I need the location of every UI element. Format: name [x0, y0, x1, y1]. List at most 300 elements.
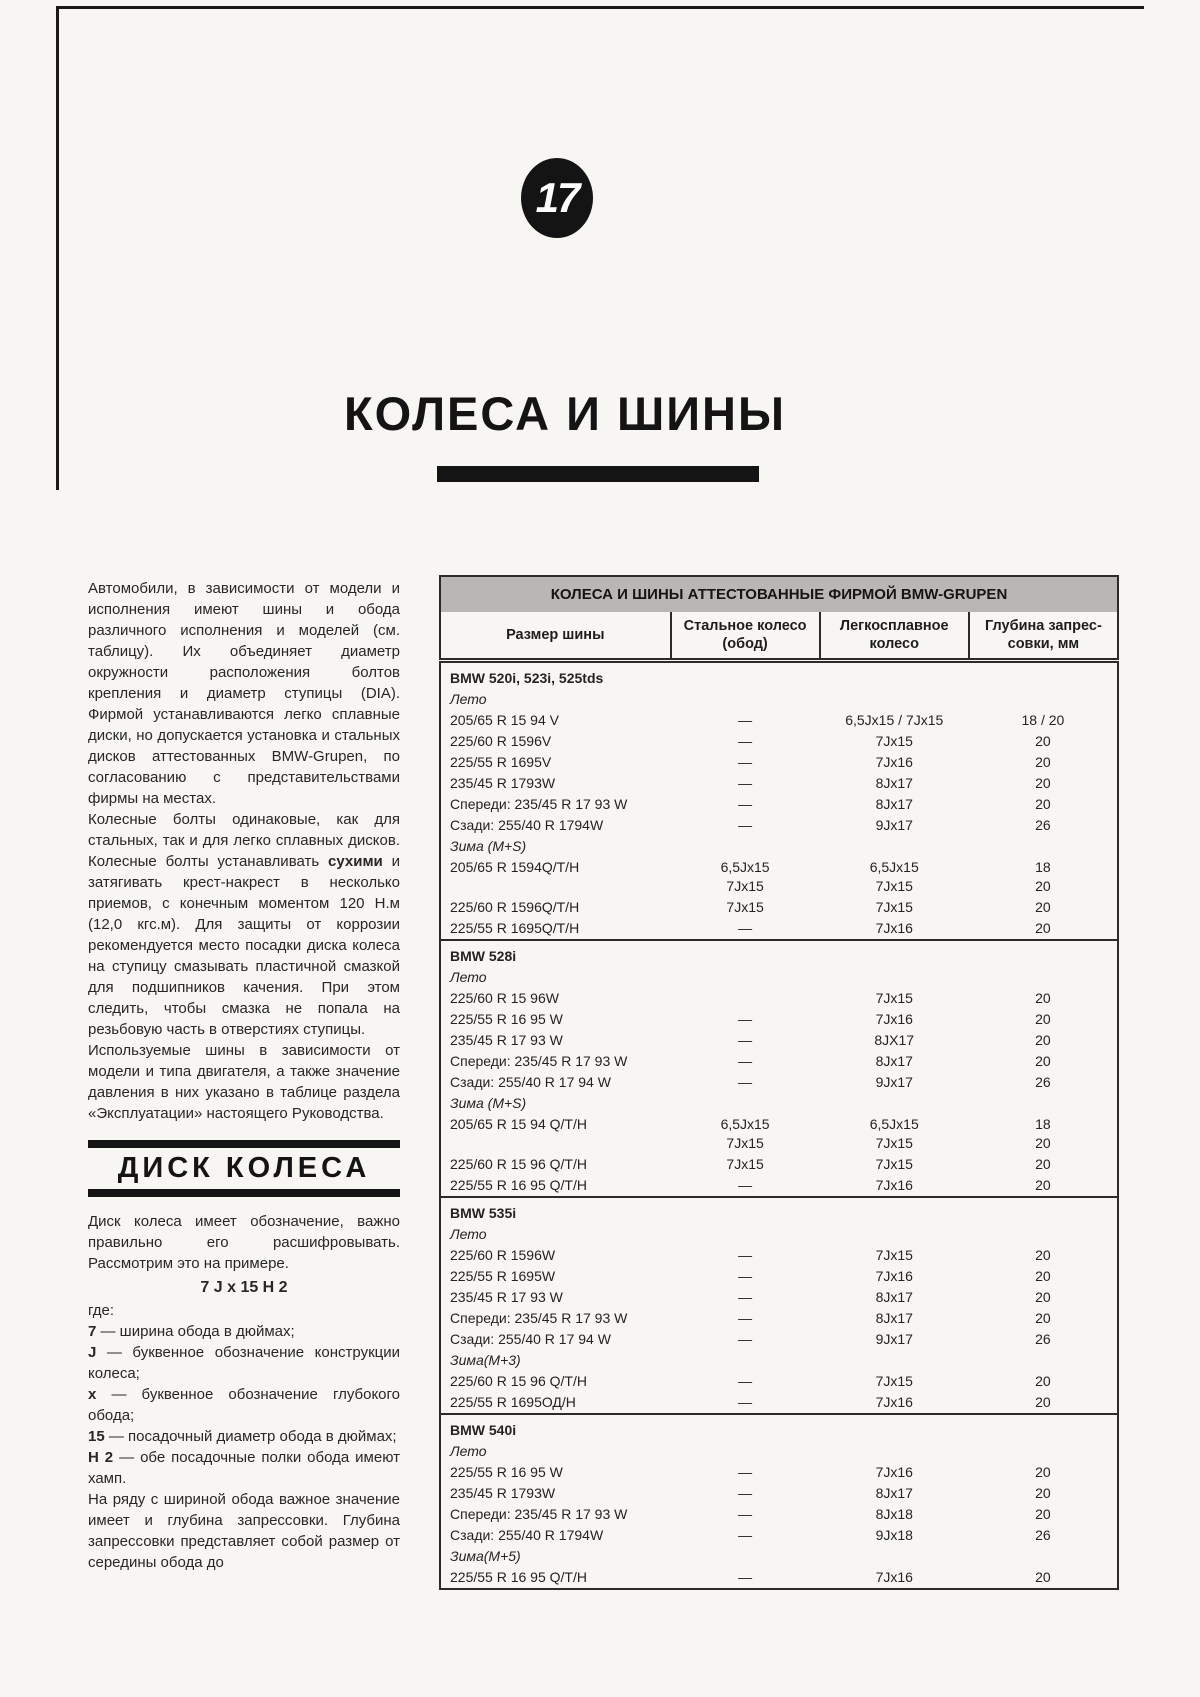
table-cell: [969, 836, 1118, 857]
title-underline-bar: [437, 466, 759, 482]
table-cell: [440, 1350, 671, 1371]
bold-word-dry: сухими: [328, 853, 383, 870]
table-cell: [671, 689, 820, 710]
definition-item: [88, 1342, 400, 1384]
table-cell-line: 20: [1035, 1310, 1051, 1327]
table-row-model: [440, 661, 1118, 690]
table-cell: [969, 661, 1118, 690]
where-label: где:: [88, 1302, 115, 1319]
table-head: [440, 576, 1118, 661]
paragraph-wheel-bolts-pre: Колесные болты одинаковые, как для стальных, так и для легко сплавных дисков. Колесные болты устанавливать: [88, 811, 400, 870]
paragraph-wheel-bolts-post: и затягивать крест-накрест в несколько приемов, с конечным моментом 120 Н.м (12,0 кгс.м). Для защиты от коррозии рекомендуется место посадки диска колеса на ступицу смазывать пластичной смазкой для подшипников качения. При этом следить, чтобы смазка не попала на резьбовую часть в отверстиях ступицы.: [88, 853, 400, 1038]
table-cell-line: 8Jx17: [875, 775, 913, 792]
table-cell-line: 8Jx17: [875, 1053, 913, 1070]
disk-section-heading: ДИСК КОЛЕСА: [117, 1152, 371, 1184]
definition-term: х: [88, 1386, 112, 1403]
table-cell-line: 20: [1035, 1053, 1051, 1070]
table-cell: [440, 1009, 671, 1030]
table-row-season: [440, 689, 1118, 710]
page-frame-top-line: [56, 6, 1144, 9]
body-text-column: [88, 578, 400, 1573]
table-cell: [671, 1414, 820, 1441]
table-cell-line: 205/65 R 15 94 V: [450, 712, 559, 729]
table-body: [440, 661, 1118, 1590]
table-cell-line: 225/55 R 16 95 Q/T/H: [450, 1569, 587, 1586]
table-cell: [671, 1483, 820, 1504]
table-cell: [671, 940, 820, 967]
table-cell: [671, 1392, 820, 1414]
table-cell: [671, 1308, 820, 1329]
table-cell: [440, 1329, 671, 1350]
definition-text: — ширина обода в дюймах;: [100, 1323, 295, 1340]
table-cell: [671, 1504, 820, 1525]
wheel-tire-table: [439, 575, 1119, 1590]
table-column-header-line: совки, мм: [1007, 636, 1080, 653]
table-cell: [969, 1051, 1118, 1072]
table-cell-line: 20: [1035, 990, 1051, 1007]
table-cell-line: 225/60 R 15 96 Q/T/H: [450, 1156, 587, 1173]
table-cell: [440, 1308, 671, 1329]
definition-text: — буквенное обозначение глубокого обода;: [88, 1386, 400, 1424]
table-cell: [671, 836, 820, 857]
table-cell: [671, 1072, 820, 1093]
table-cell: [440, 710, 671, 731]
paragraph-tire-usage: Используемые шины в зависимости от модели и типа двигателя, а также значение давления в них указано в таблице раздела «Эксплуатации» настоящего Руководства.: [88, 1042, 400, 1122]
table-cell: [671, 1009, 820, 1030]
table-column-header-line: Легкосплавное: [839, 618, 949, 634]
table-cell: [969, 1329, 1118, 1350]
table-cell: [820, 1114, 969, 1154]
table-cell: [969, 731, 1118, 752]
table-column-header-line: Стальное колесо: [683, 618, 807, 634]
table-cell: [440, 857, 671, 897]
table-cell-line: 225/60 R 15 96 Q/T/H: [450, 1373, 587, 1390]
table-row-data: [440, 1154, 1118, 1175]
table-cell: [820, 940, 969, 967]
table-cell: [820, 1483, 969, 1504]
table-cell: [969, 1441, 1118, 1462]
table-cell-line: 235/45 R 17 93 W: [450, 1289, 563, 1306]
disk-outro-paragraph: На ряду с шириной обода важное значение имеет и глубина запрессовки. Глубина запрессовки представляет собой размер от середины обода до: [88, 1491, 400, 1571]
table-cell: [969, 1093, 1118, 1114]
table-cell: [820, 1009, 969, 1030]
table-cell-line: 7Jx15: [726, 1135, 764, 1152]
table-cell-line: 9Jx18: [875, 1527, 913, 1544]
table-cell-line: 225/55 R 1695ОД/Н: [450, 1394, 576, 1411]
table-cell-line: —: [738, 775, 753, 792]
table-cell: [969, 1287, 1118, 1308]
table-cell-line: Лето: [450, 1226, 487, 1243]
table-cell: [969, 1154, 1118, 1175]
table-row-data: [440, 1483, 1118, 1504]
table-cell-line: —: [738, 1247, 753, 1264]
table-cell-line: Спереди: 235/45 R 17 93 W: [450, 1506, 628, 1523]
table-cell-line: 8JX17: [874, 1032, 915, 1049]
table-cell: [969, 752, 1118, 773]
table-cell: [820, 1371, 969, 1392]
table-cell-line: —: [738, 1464, 753, 1481]
table-cell: [969, 1308, 1118, 1329]
table-cell-line: 6,5Jx15 / 7Jx15: [845, 712, 944, 729]
table-cell-line: —: [738, 1310, 753, 1327]
table-cell: [820, 815, 969, 836]
table-cell-line: 7Jx15: [875, 899, 913, 916]
table-cell-line: Зима (M+S): [450, 1095, 527, 1112]
table-cell: [969, 1072, 1118, 1093]
table-cell: [440, 1483, 671, 1504]
table-column-header-line: Глубина запрес-: [985, 618, 1102, 634]
table-cell: [969, 1009, 1118, 1030]
table-cell-line: 20: [1035, 1135, 1051, 1152]
table-cell: [671, 897, 820, 918]
definition-list: [88, 1321, 400, 1489]
table-cell: [820, 967, 969, 988]
table-cell: [969, 967, 1118, 988]
table-cell: [820, 661, 969, 690]
table-cell: [671, 1224, 820, 1245]
table-row-data: [440, 1072, 1118, 1093]
table-row-data: [440, 1392, 1118, 1414]
table-cell: [820, 1197, 969, 1224]
table-row-data: [440, 1329, 1118, 1350]
table-cell: [440, 689, 671, 710]
table-row-data: [440, 988, 1118, 1009]
table-cell-line: 7Jx16: [875, 1394, 913, 1411]
table-row-season: [440, 1224, 1118, 1245]
table-cell-line: —: [738, 1074, 753, 1091]
table-row-data: [440, 1175, 1118, 1197]
table-cell-line: —: [738, 1569, 753, 1586]
table-cell-line: Зима(M+5): [450, 1548, 521, 1565]
table-cell: [820, 710, 969, 731]
table-cell-line: —: [738, 1331, 753, 1348]
table-cell-line: 18: [1035, 859, 1051, 876]
table-cell: [820, 1224, 969, 1245]
definition-term: 7: [88, 1323, 101, 1340]
table-cell: [969, 1525, 1118, 1546]
table-cell: [671, 1462, 820, 1483]
table-title: КОЛЕСА И ШИНЫ АТТЕСТОВАННЫЕ ФИРМОЙ BMW-GRUPEN: [440, 576, 1118, 612]
table-cell: [820, 1154, 969, 1175]
table-cell-line: 7Jx16: [875, 1268, 913, 1285]
table-row-data: [440, 1287, 1118, 1308]
definition-term: Н 2: [88, 1449, 120, 1466]
table-row-data: [440, 857, 1118, 897]
table-cell-line: 20: [1035, 1506, 1051, 1523]
table-row-model: [440, 1414, 1118, 1441]
table-cell: [440, 661, 671, 690]
table-cell-line: 7Jx15: [726, 1156, 764, 1173]
table-cell-line: 8Jx17: [875, 1289, 913, 1306]
table-cell: [969, 1392, 1118, 1414]
table-cell: [671, 1350, 820, 1371]
chapter-number-badge: [521, 158, 593, 238]
table-cell: [440, 731, 671, 752]
table-cell: [440, 1546, 671, 1567]
table-cell-line: 26: [1035, 817, 1051, 834]
table-cell-line: 8Jx17: [875, 796, 913, 813]
table-cell-line: 7Jx16: [875, 1569, 913, 1586]
definition-item: [88, 1426, 400, 1447]
table-cell-line: Спереди: 235/45 R 17 93 W: [450, 1053, 628, 1070]
table-row-season: [440, 1350, 1118, 1371]
table-cell: [969, 1266, 1118, 1287]
table-cell: [440, 897, 671, 918]
table-cell-line: Сзади: 255/40 R 1794W: [450, 817, 604, 834]
table-cell-line: 7Jx15: [726, 878, 764, 895]
table-column-header-line: (обод): [722, 636, 768, 653]
table-column-header: [969, 612, 1118, 661]
table-cell: [671, 1114, 820, 1154]
table-cell: [820, 1546, 969, 1567]
definition-term: J: [88, 1344, 107, 1361]
table-cell-line: 20: [1035, 878, 1051, 895]
table-cell: [969, 1175, 1118, 1197]
chapter-number: 17: [535, 174, 579, 221]
table-cell: [671, 1525, 820, 1546]
table-cell-line: 18: [1035, 1116, 1051, 1133]
table-cell-line: 26: [1035, 1074, 1051, 1091]
table-row-data: [440, 773, 1118, 794]
table-cell: [440, 1266, 671, 1287]
table-cell: [440, 1567, 671, 1589]
table-row-data: [440, 1030, 1118, 1051]
table-cell-line: 20: [1035, 1485, 1051, 1502]
table-cell: [440, 1392, 671, 1414]
table-cell-line: —: [738, 754, 753, 771]
table-cell-line: 225/60 R 1596V: [450, 733, 552, 750]
table-cell-line: 225/60 R 15 96W: [450, 990, 559, 1007]
table-cell-line: Сзади: 255/40 R 17 94 W: [450, 1074, 611, 1091]
table-cell: [671, 1154, 820, 1175]
table-cell-line: —: [738, 817, 753, 834]
table-cell: [671, 1093, 820, 1114]
table-cell: [440, 1154, 671, 1175]
table-cell: [671, 1567, 820, 1589]
table-cell-line: 9Jx17: [875, 1331, 913, 1348]
table-cell: [969, 1567, 1118, 1589]
table-cell: [671, 857, 820, 897]
table-cell-line: —: [738, 1011, 753, 1028]
table-cell-line: —: [738, 1032, 753, 1049]
table-cell: [440, 1093, 671, 1114]
table-column-header: [820, 612, 969, 661]
table-cell-line: 20: [1035, 1289, 1051, 1306]
table-cell: [440, 1030, 671, 1051]
table-cell: [671, 661, 820, 690]
table-column-header-line: Размер шины: [506, 627, 605, 644]
definition-text: — буквенное обозначение конструкции колеса;: [88, 1344, 400, 1382]
table-cell-line: —: [738, 1268, 753, 1285]
table-cell-line: 8Jx17: [875, 1310, 913, 1327]
table-row-data: [440, 752, 1118, 773]
table-row-data: [440, 1308, 1118, 1329]
table-cell: [969, 1546, 1118, 1567]
table-cell: [671, 794, 820, 815]
table-row-data: [440, 815, 1118, 836]
table-row-data: [440, 1114, 1118, 1154]
table-cell-line: Лето: [450, 1443, 487, 1460]
table-cell-line: Спереди: 235/45 R 17 93 W: [450, 1310, 628, 1327]
table-cell: [440, 1287, 671, 1308]
table-cell-line: Лето: [450, 691, 487, 708]
table-cell: [969, 1350, 1118, 1371]
table-cell: [440, 1504, 671, 1525]
table-cell-line: 26: [1035, 1527, 1051, 1544]
table-row-data: [440, 1245, 1118, 1266]
table-cell: [440, 1245, 671, 1266]
table-row-season: [440, 1546, 1118, 1567]
table-cell-line: 7Jx16: [875, 754, 913, 771]
table-cell-line: 235/45 R 17 93 W: [450, 1032, 563, 1049]
table-cell: [671, 1030, 820, 1051]
table-cell-line: 7Jx16: [875, 1464, 913, 1481]
table-cell-line: 20: [1035, 1268, 1051, 1285]
table-row-data: [440, 918, 1118, 940]
table-cell: [671, 988, 820, 1009]
table-cell: [820, 1567, 969, 1589]
table-cell-line: 7Jx15: [875, 1135, 913, 1152]
table-cell: [820, 1350, 969, 1371]
table-row-data: [440, 1266, 1118, 1287]
table-cell: [671, 1329, 820, 1350]
table-cell: [671, 1051, 820, 1072]
table-column-header-line: колесо: [869, 636, 919, 653]
table-cell: [440, 1224, 671, 1245]
table-cell-line: BMW 540i: [450, 1422, 517, 1439]
table-cell: [671, 1245, 820, 1266]
table-cell-line: —: [738, 1373, 753, 1390]
table-cell: [671, 1371, 820, 1392]
table-cell-line: 225/55 R 1695V: [450, 754, 552, 771]
table-cell: [969, 794, 1118, 815]
table-cell-line: 20: [1035, 1156, 1051, 1173]
table-cell-line: Спереди: 235/45 R 17 93 W: [450, 796, 628, 813]
table-cell: [820, 1030, 969, 1051]
table-cell: [969, 897, 1118, 918]
table-row-data: [440, 1462, 1118, 1483]
table-cell-line: 9Jx17: [875, 1074, 913, 1091]
definition-item: [88, 1321, 400, 1342]
table-column-header-row: [440, 612, 1118, 661]
table-cell-line: 20: [1035, 1032, 1051, 1049]
table-cell: [440, 967, 671, 988]
table-cell: [671, 1546, 820, 1567]
table-cell-line: 7Jx16: [875, 1011, 913, 1028]
table-cell-line: 20: [1035, 920, 1051, 937]
table-cell: [820, 1308, 969, 1329]
table-cell: [820, 918, 969, 940]
table-cell-line: —: [738, 733, 753, 750]
table-row-model: [440, 940, 1118, 967]
table-cell: [440, 1414, 671, 1441]
section-rule-top: [88, 1140, 400, 1148]
table-cell-line: 225/55 R 16 95 W: [450, 1011, 563, 1028]
table-cell-line: Зима(M+3): [450, 1352, 521, 1369]
table-cell: [820, 1175, 969, 1197]
table-cell: [969, 1245, 1118, 1266]
table-cell: [820, 1093, 969, 1114]
table-cell-line: 7Jx15: [726, 899, 764, 916]
table-cell: [440, 1462, 671, 1483]
table-cell-line: 235/45 R 1793W: [450, 1485, 556, 1502]
table-cell: [820, 1287, 969, 1308]
table-cell-line: 7Jx15: [875, 990, 913, 1007]
table-cell-line: 18 / 20: [1021, 712, 1065, 729]
table-cell: [440, 1441, 671, 1462]
table-cell-line: 225/55 R 16 95 W: [450, 1464, 563, 1481]
table-cell: [969, 1030, 1118, 1051]
table-row-data: [440, 1525, 1118, 1546]
table-row-data: [440, 731, 1118, 752]
table-cell: [969, 815, 1118, 836]
definition-text: — посадочный диаметр обода в дюймах;: [108, 1428, 397, 1445]
table-cell: [440, 773, 671, 794]
table-cell-line: 205/65 R 1594Q/T/H: [450, 859, 580, 876]
table-cell-line: —: [738, 1177, 753, 1194]
table-cell-line: 20: [1035, 1011, 1051, 1028]
table-cell: [440, 940, 671, 967]
table-cell-line: 7Jx15: [875, 1373, 913, 1390]
wheel-designation-example: 7 J x 15 H 2: [200, 1279, 288, 1296]
paragraph-wheels-intro: Автомобили, в зависимости от модели и исполнения имеют шины и обода различного исполнения и моделей (см. таблицу). Их объединяет диаметр окружности расположения болтов крепления и диаметр ступицы (DIA). Фирмой устанавливаются легко сплавные диски, но допускается установка и стальных дисков аттестованных BMW-Grupen, по согласованию с представительствами фирмы на местах.: [88, 580, 400, 807]
table-cell: [820, 1392, 969, 1414]
table-cell-line: Зима (M+S): [450, 838, 527, 855]
definition-item: [88, 1384, 400, 1426]
table-cell: [820, 1329, 969, 1350]
table-row-data: [440, 1371, 1118, 1392]
table-cell: [440, 815, 671, 836]
table-cell-line: Лето: [450, 969, 487, 986]
table-row-data: [440, 1567, 1118, 1589]
table-cell-line: 20: [1035, 1464, 1051, 1481]
table-cell-line: 7Jx15: [875, 878, 913, 895]
table-cell-line: —: [738, 920, 753, 937]
table-cell: [671, 1266, 820, 1287]
definition-item: [88, 1447, 400, 1489]
table-cell-line: 7Jx16: [875, 920, 913, 937]
table-cell-line: Сзади: 255/40 R 17 94 W: [450, 1331, 611, 1348]
table-cell: [671, 773, 820, 794]
table-cell-line: 20: [1035, 733, 1051, 750]
table-cell: [820, 1051, 969, 1072]
table-cell-line: 225/55 R 1695W: [450, 1268, 556, 1285]
table-cell-line: 20: [1035, 775, 1051, 792]
table-cell: [440, 988, 671, 1009]
table-cell: [969, 1462, 1118, 1483]
table-cell: [440, 1072, 671, 1093]
table-cell: [820, 773, 969, 794]
table-cell: [440, 918, 671, 940]
table-cell-line: 225/55 R 1695Q/T/H: [450, 920, 580, 937]
table-cell-line: —: [738, 1289, 753, 1306]
table-cell-line: 225/55 R 16 95 Q/T/H: [450, 1177, 587, 1194]
table-cell-line: 26: [1035, 1331, 1051, 1348]
table-title-row: [440, 576, 1118, 612]
table-cell-line: —: [738, 1394, 753, 1411]
table-column-header: [671, 612, 820, 661]
definition-term: 15: [88, 1428, 109, 1445]
table-cell: [671, 752, 820, 773]
table-cell-line: BMW 520i, 523i, 525tds: [450, 670, 604, 687]
section-rule-bottom: [88, 1189, 400, 1197]
table-cell: [440, 1525, 671, 1546]
table-row-data: [440, 1051, 1118, 1072]
table-cell: [820, 794, 969, 815]
table-cell-line: —: [738, 1053, 753, 1070]
table-cell: [440, 1051, 671, 1072]
table-cell: [671, 1441, 820, 1462]
